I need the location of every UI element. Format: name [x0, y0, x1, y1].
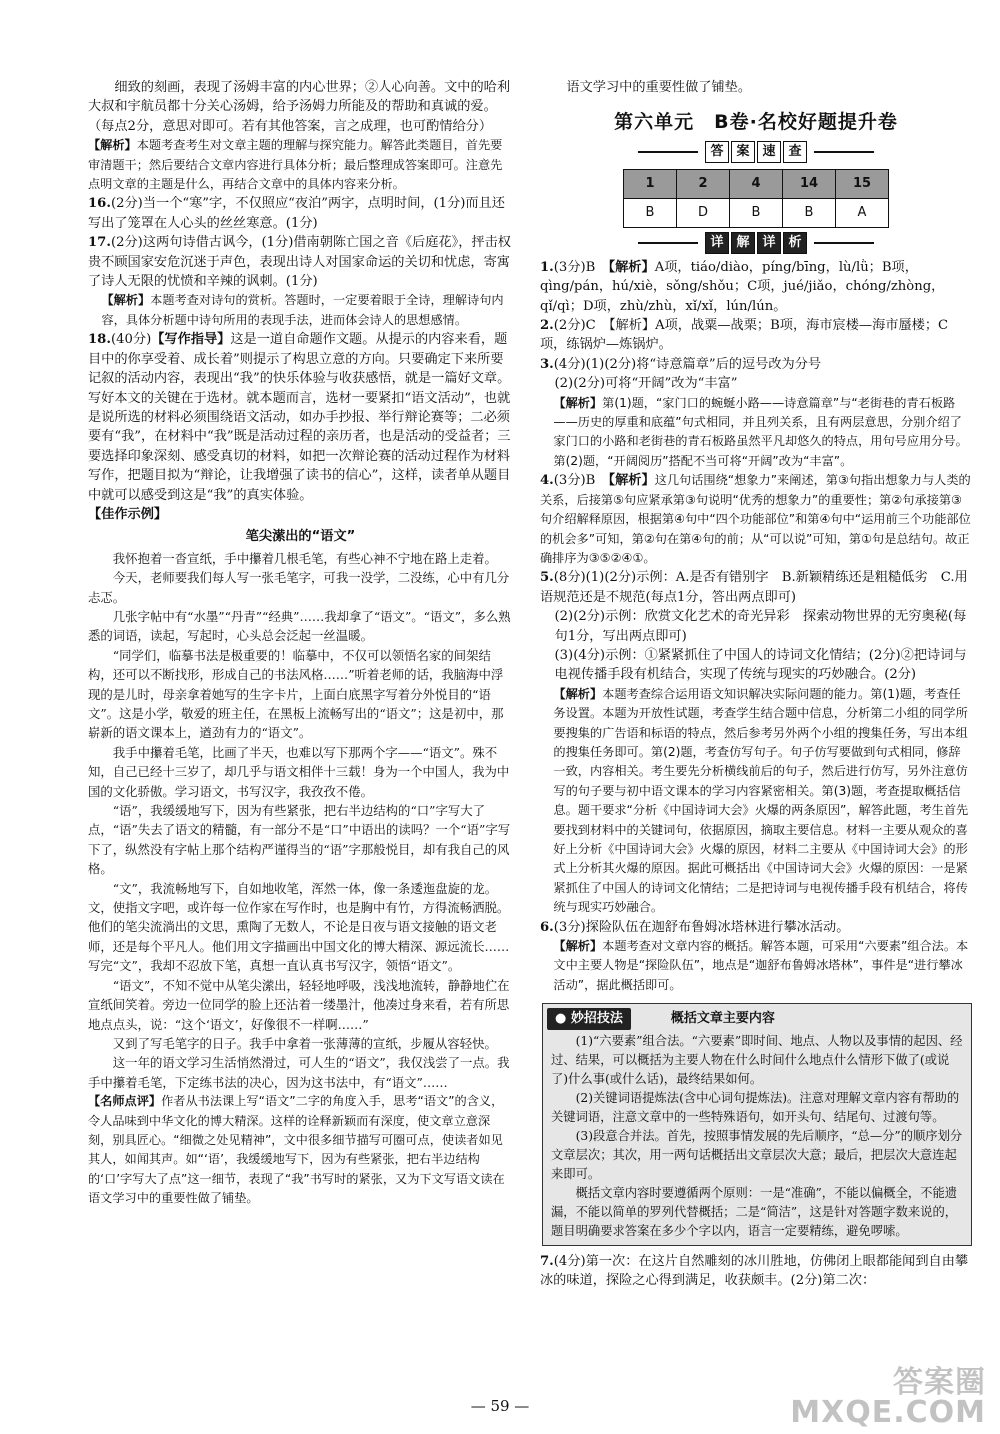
- essay-paragraph: 又到了写毛笔字的日子。我手中拿着一张薄薄的宣纸，步履从容轻快。: [112, 1035, 497, 1051]
- question-3: [540, 355, 972, 374]
- question-score: (40分): [110, 332, 152, 348]
- question-number: 5.: [540, 570, 554, 586]
- question-number: 3.: [540, 356, 554, 372]
- analysis-block: [540, 937, 972, 995]
- table-header-row: [624, 169, 889, 198]
- essay-body: [88, 549, 513, 1092]
- question-7: [540, 1252, 972, 1291]
- banner-char: 案: [731, 141, 755, 163]
- table-cell: B: [624, 198, 677, 227]
- question-2: [540, 316, 972, 355]
- analysis-block: [540, 394, 972, 472]
- question-number: 2.: [540, 318, 554, 334]
- question-number: 4.: [540, 473, 554, 489]
- question-answer: (3分)B: [553, 259, 596, 275]
- table-header-cell: 14: [783, 169, 836, 198]
- tip-title: 概括文章主要内容: [670, 1011, 775, 1027]
- question-5-part-3: (3)(4分)示例：①紧紧抓住了中国人的诗词文化情结；(2分)②把诗词与电视传播手段有机结合，实现了传统与现实的巧妙融合。(2分): [554, 647, 967, 683]
- question-6: [540, 918, 972, 937]
- banner-char: 答: [705, 141, 729, 163]
- question-answer: (4分)第一次：在这片自然雕刻的冰川胜地，仿佛闭上眼都能闻到自由攀冰的味道，探险之心得到满足，收获颇丰。(2分)第二次：: [540, 1253, 969, 1289]
- essay-paragraph: “语文”，不知不觉中从笔尖潆出，轻轻地呼吸，浅浅地流转，静静地伫在宣纸间笑着。旁边一位同学的脸上还沾着一缕墨汁，他凑过身来看，若有所思地点点头，说：“这个‘语文’，好像很不一样啊……”: [88, 977, 510, 1032]
- analysis-block: [88, 136, 513, 194]
- tip-badge: [547, 1008, 631, 1029]
- banner-char: 详: [757, 232, 781, 254]
- banner-char: 解: [731, 232, 755, 254]
- unit-title: 第六单元 B卷·名校好题提升卷: [614, 111, 898, 134]
- question-answer: (4分)(1)(2分)将“诗意篇章”后的逗号改为分号: [553, 356, 822, 372]
- tip-item: (3)段意合并法。首先，按照事情发展的先后顺序，“总—分”的顺序划分文章层次；其次，用一两句话概括出文章层次大意；最后，把层次大意连起来即可。: [551, 1128, 963, 1181]
- analysis-text: 本题考查对诗句的赏析。答题时，一定要着眼于全诗，理解诗句内容，具体分析题中诗句所用的表现手法，进而体会诗人的思想感情。: [101, 293, 504, 327]
- analysis-tag: 【解析】: [553, 939, 603, 954]
- question-number: 18.: [88, 332, 111, 348]
- left-column: [88, 78, 513, 1209]
- question-answer: (3分)B: [553, 473, 596, 489]
- analysis-text: 本题考查对文章内容的概括。解答本题，可采用“六要素”组合法。本文中主要人物是“探险队伍”，地点是“迦舒布鲁姆冰塔林”，事件是“进行攀冰活动”，据此概括即可。: [553, 939, 969, 992]
- banner-char: 析: [783, 232, 807, 254]
- answer-quick-check-banner: [540, 141, 972, 163]
- question-answer: (2分)当一个“寒”字，不仅照应“夜泊”两字，点明时间，(1分)而且还写出了笼罩在人心头的丝丝寒意。(1分): [88, 196, 505, 231]
- question-3-part-2: (2)(2分)可将“开阔”改为“丰富”: [554, 376, 738, 392]
- analysis-tag: 【解析】: [88, 138, 137, 153]
- table-header-cell: 4: [730, 169, 783, 198]
- review-block: [88, 1092, 513, 1208]
- continuation-line: 语文学习中的重要性做了铺垫。: [566, 80, 752, 95]
- banner-char: 速: [757, 141, 781, 163]
- answer-table: [623, 169, 889, 228]
- detailed-explanation-banner: [540, 232, 972, 254]
- page-number: — 59 —: [470, 1397, 530, 1415]
- analysis-tag: 【解析】: [608, 473, 655, 489]
- table-cell: A: [836, 198, 889, 227]
- question-18: [88, 330, 513, 505]
- table-header-cell: 15: [836, 169, 889, 198]
- writing-guide-tag: 【写作指导】: [151, 332, 231, 348]
- watermark: 答案圈 MXQE.COM: [790, 1365, 986, 1430]
- table-cell: D: [677, 198, 730, 227]
- example-tag: 【佳作示例】: [88, 506, 168, 522]
- lightbulb-icon: ●: [555, 1011, 567, 1027]
- question-16: [88, 194, 513, 233]
- question-answer: (3分)探险队伍在迦舒布鲁姆冰塔林进行攀冰活动。: [553, 919, 850, 935]
- essay-paragraph: “文”，我流畅地写下，自如地收笔，浑然一体，像一条逶迤盘旋的龙。文，使指文字吧，或许每一位作家在写作时，也是胸中有竹，方得流畅洒脱。他们的笔尖流淌出的文思，熏陶了无数人，不论是日夜与语文接触的语文老师，还是每个平凡人。他们用文字描画出中国文化的博大精深、源远流长……写完“文”，我却不忍放下笔，真想一直认真书写汉字，领悟“语文”。: [88, 880, 510, 974]
- answer-continuation: 细致的刻画，表现了汤姆丰富的内心世界；②人心向善。文中的哈利大叔和宇航员都十分关心汤姆，给予汤姆力所能及的帮助和真诚的爱。（每点2分，意思对即可。若有其他答案，言之成理，也可酌情给分）: [88, 80, 511, 134]
- analysis-text: 第(1)题，“家门口的蜿蜒小路——诗意篇章”与“老街巷的青石板路——历史的厚重和底蕴”句式相同，并且列关系，且有两层意思，分别介绍了家门口的小路和老街巷的青石板路虽然平凡却悠久的特点，用句号应用分号。第(2)题，“开阔阅历”搭配不当可将“开阔”改为“丰富”。: [553, 395, 968, 468]
- question-1: [540, 258, 972, 316]
- right-column: [540, 78, 972, 1290]
- question-number: 16.: [88, 196, 111, 212]
- analysis-tag: 【解析】: [101, 293, 151, 308]
- essay-title: 笔尖潆出的“语文”: [245, 529, 356, 545]
- essay-paragraph: 今天，老师要我们每人写一张毛笔字，可我一没学，二没练，心中有几分忐忑。: [88, 570, 510, 605]
- question-number: 6.: [540, 919, 554, 935]
- analysis-text: 本题考查考生对文章主题的理解与探究能力。解答此类题目，首先要审清题干；然后要结合文章内容进行具体分析；最后整理成答案即可。注意先点明文章的主题是什么，再结合文章中的具体内容来分析。: [88, 138, 503, 192]
- banner-rule: [814, 151, 874, 153]
- analysis-block: [88, 291, 513, 330]
- question-5: [540, 568, 972, 607]
- table-row: [624, 198, 889, 227]
- question-number: 1.: [540, 259, 554, 275]
- banner-char: 查: [783, 141, 807, 163]
- essay-paragraph: “语”，我缓缓地写下，因为有些紧张，把右半边结构的“口”字写大了点，“语”失去了语文的精髓，有一部分不是“口”中语出的读吗？一个“语”字写下了，纵然没有字帖上那个结构严谨得当的“语”字那般悦目，却有我自己的风格。: [88, 803, 511, 877]
- question-number: 7.: [540, 1253, 554, 1269]
- essay-paragraph: 我手中攥着毛笔，比画了半天，也难以写下那两个字——“语文”。殊不知，自己已经十三岁了，却几乎与语文相伴十三载！身为一个中国人，我为中国的文化骄傲。学习语文，书写汉字，我孜孜不倦。: [88, 744, 510, 799]
- banner-rule: [638, 242, 698, 244]
- analysis-tag: 【解析】: [553, 395, 603, 410]
- essay-paragraph: 我怀抱着一沓宣纸，手中攥着几根毛笔，有些心神不宁地在路上走着。: [112, 550, 497, 566]
- analysis-tag: 【解析】: [608, 259, 655, 275]
- tip-badge-label: 妙招技法: [570, 1011, 623, 1027]
- technique-tip-box: [542, 1003, 972, 1245]
- question-4: [540, 471, 972, 568]
- analysis-tag: 【解析】: [553, 686, 603, 701]
- tip-item: 概括文章内容时要遵循两个原则：一是“准确”，不能以偏概全，不能遗漏，不能以简单的罗列代替概括；二是“简洁”，这是针对答题字数来说的，题目明确要求答案在多少个字以内，语言一定要精练，避免啰嗦。: [551, 1185, 958, 1238]
- analysis-block: [540, 685, 972, 918]
- table-header-cell: 1: [624, 169, 677, 198]
- tip-item: (1)“六要素”组合法。“六要素”即时间、地点、人物以及事情的起因、经过、结果，可以概括为主要人物在什么时间什么地点什么情形下做了(或说了)什么事(或什么话)，最终结果如何。: [551, 1033, 963, 1086]
- review-tag: 【名师点评】: [88, 1094, 162, 1109]
- banner-rule: [814, 242, 874, 244]
- essay-paragraph: 这一年的语文学习生活悄然滑过，可人生的“语文”，我仅浅尝了一点。我手中攥着毛笔，下定练书法的决心，因为这书法中，有“语文”……: [88, 1055, 510, 1090]
- writing-guide-text: 这是一道自命题作文题。从提示的内容来看，题目中的你享受着、成长着”则提示了构思立意的方向。只要确定下来所要记叙的活动内容，表现出“我”的快乐体验与收获感悟，就是一篇好文章。写好本文的关键在于选材。就本题而言，选材一要紧扣“语文活动”，也就是说所选的材料必须围绕语文活动，如办手抄报、举行辩论赛等；二必须要有“我”，在材料中“我”既是活动过程的亲历者，也是活动的受益者；三要选择印象深刻、感受真切的材料，如把一次辩论赛的活动过程作为材料写作，把题目拟为“辩论，让我增强了读书的信心”，这样，读者单从题目中就可以感受到这是“我”的真实体验。: [88, 332, 511, 503]
- question-number: 17.: [88, 235, 111, 251]
- analysis-text: 本题考查综合运用语文知识解决实际问题的能力。第(1)题，考查任务设置。本题为开放性试题，考查学生结合题中信息，分析第二小组的同学所要搜集的广告语和标语的特点，然后参考另外两个小组的搜集任务，写出本组的搜集任务即可。第(2)题，考查仿写句子。句子仿写要做到句式相同，修辞一致，内容相关。考生要先分析横线前后的句子，然后进行仿写，另外注意仿写的句子要与初中语文课本的学习内容紧密相关。第(3)题，考查提取概括信息。题干要求“分析《中国诗词大会》火爆的两条原因”，解答此题，考生首先要找到材料中的关键词句，依据原因，摘取主要信息。材料一主要从观众的喜好上分析《中国诗词大会》火爆的原因，材料二主要从《中国诗词大会》的形式上分析其火爆的原因。据此可概括出《中国诗词大会》火爆的原因：一是紧紧抓住了中国人的诗词文化情结；二是把诗词与电视传播手段有机结合，将传统与现实巧妙融合。: [553, 686, 969, 915]
- question-answer: (2分)这两句诗借古讽今，(1分)借南朝陈亡国之音《后庭花》，抨击权贵不顾国家安危沉迷于声色，表现出诗人对国家命运的关切和忧虑，寄寓了诗人无限的忧愤和辛辣的讽刺。(1分): [88, 235, 511, 290]
- banner-char: 详: [705, 232, 729, 254]
- essay-paragraph: 几张字帖中有“水墨”“丹青”“经典”……我却拿了“语文”。“语文”，多么熟悉的词语，读起，写起时，心头总会泛起一丝温暖。: [88, 608, 511, 644]
- tip-item: (2)关键词语提炼法(含中心词句提炼法)。注意对理解文章内容有帮助的关键词语，注意文章中的一些特殊语句，如开头句、结尾句、过渡句等。: [551, 1090, 960, 1124]
- table-header-cell: 2: [677, 169, 730, 198]
- analysis-text: 这几句话围绕“想象力”来阐述，第③句指出想象力与人类的关系，后接第⑤句应紧承第③句说明“优秀的想象力”的重要性；第②句承接第③句介绍解释原因，根据第④句中“四个功能部位”和第④句中“运用前三个功能部位的机会多”可知，第②句在第④句的前；从“可以说”可知，第①句是总结句。故正确排序为③⑤②④①。: [540, 473, 971, 565]
- table-cell: B: [730, 198, 783, 227]
- analysis-text: A项，tiáo/diào，píng/bīng，lù/lǜ；B项，qìng/pán，hú/xiè，sǒng/shǒu；C项，jué/jiǎo，chóng/zhòng，qǐ/qì；D项，zhù/zhù，xǐ/xǐ，lún/lún。: [540, 259, 945, 314]
- question-5-part-2: (2)(2分)示例：欣赏文化艺术的奇光异彩 探索动物世界的无穷奥秘(每句1分，写出两点即可): [554, 609, 967, 644]
- question-answer: (2分)C 【解析】A项，战粟—战栗；B项，海市宸楼—海市蜃楼；C项，练锅炉—炼锅炉。: [540, 318, 949, 353]
- question-answer: (8分)(1)(2分)示例：A.是否有错别字 B.新颖精练还是粗糙低劣 C.用语规范还是不规范(每点1分，答出两点即可): [540, 570, 968, 605]
- question-17: [88, 233, 513, 291]
- banner-rule: [638, 151, 698, 153]
- table-cell: B: [783, 198, 836, 227]
- essay-paragraph: “同学们，临摹书法是极重要的！临摹中，不仅可以领悟名家的间架结构，还可以不断找形，形成自己的书法风格……”听着老师的话，我脑海中浮现的是儿时，母亲拿着她写的生字卡片，上面白底黑字写着分外悦目的“语文”。这是小学，敬爱的班主任，在黑板上流畅写出的“语文”；这是初中，那崭新的语文课本上，遒劲有力的“语文”。: [88, 647, 504, 741]
- review-text: 作者从书法课上写“语文”二字的角度入手，思考“语文”的含义，令人品味到中华文化的博大精深。这样的诠释新颖而有深度，使文章立意深刻，别具匠心。“细微之处见精神”，文中很多细节描写可圈可点，使读者如见其人，如闻其声。如“‘语’，我缓缓地写下，因为有些紧张，把右半边结构的‘口’字写大了点”这一细节，表现了“我”书写时的紧张，又为下文写语文读在语文学习中的重要性做了铺垫。: [88, 1094, 505, 1206]
